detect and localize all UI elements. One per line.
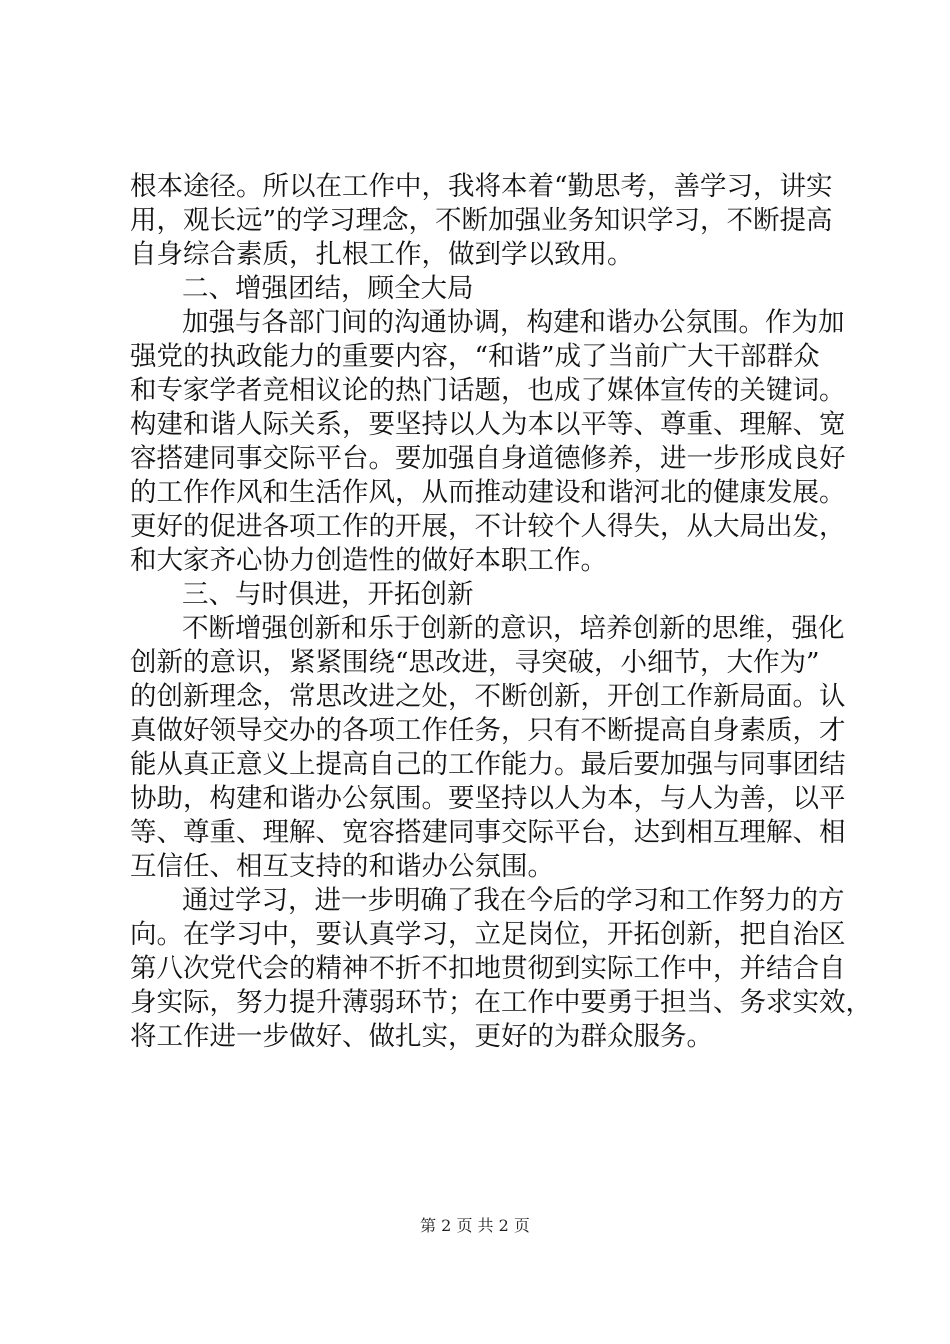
text-line: 不断增强创新和乐于创新的意识，培养创新的思维，强化 [182, 613, 845, 644]
text-line: 第八次党代会的精神不折不扣地贯彻到实际工作中，并结合自 [130, 953, 846, 984]
text-line: 和专家学者竞相议论的热门话题，也成了媒体宣传的关键词。 [130, 375, 846, 406]
text-line: 自身综合素质，扎根工作，做到学以致用。 [130, 239, 634, 270]
text-line: 和大家齐心协力创造性的做好本职工作。 [130, 545, 607, 576]
text-line: 身实际，努力提升薄弱环节；在工作中要勇于担当、务求实效， [130, 987, 872, 1018]
text-line: 容搭建同事交际平台。要加强自身道德修养，进一步形成良好 [130, 443, 846, 474]
text-line: 等、尊重、理解、宽容搭建同事交际平台，达到相互理解、相 [130, 817, 846, 848]
text-line: 通过学习，进一步明确了我在今后的学习和工作努力的方 [182, 885, 845, 916]
text-line: 加强与各部门间的沟通协调，构建和谐办公氛围。作为加 [182, 307, 845, 338]
text-line: 能从真正意义上提高自己的工作能力。最后要加强与同事团结 [130, 749, 846, 780]
text-line: 真做好领导交办的各项工作任务，只有不断提高自身素质，才 [130, 715, 846, 746]
text-line: 向。在学习中，要认真学习，立足岗位，开拓创新，把自治区 [130, 919, 846, 950]
text-line: 互信任、相互支持的和谐办公氛围。 [130, 851, 554, 882]
text-line: 用，观长远”的学习理念，不断加强业务知识学习，不断提高 [130, 205, 833, 236]
text-line: 强党的执政能力的重要内容，“和谐”成了当前广大干部群众 [130, 341, 820, 372]
text-line: 创新的意识，紧紧围绕“思改进，寻突破，小细节，大作为” [130, 647, 820, 678]
section-heading: 三、与时俱进，开拓创新 [182, 579, 474, 610]
text-line: 的工作作风和生活作风，从而推动建设和谐河北的健康发展。 [130, 477, 846, 508]
section-heading: 二、增强团结，顾全大局 [182, 273, 474, 304]
text-line: 更好的促进各项工作的开展，不计较个人得失，从大局出发， [130, 511, 846, 542]
text-line: 的创新理念，常思改进之处，不断创新，开创工作新局面。认 [130, 681, 846, 712]
text-line: 构建和谐人际关系，要坚持以人为本以平等、尊重、理解、宽 [130, 409, 846, 440]
page-footer: 第 2 页 共 2 页 [420, 1216, 530, 1235]
text-line: 协助，构建和谐办公氛围。要坚持以人为本，与人为善，以平 [130, 783, 846, 814]
text-line: 将工作进一步做好、做扎实，更好的为群众服务。 [130, 1021, 713, 1052]
text-line: 根本途径。所以在工作中，我将本着“勤思考，善学习，讲实 [130, 171, 833, 202]
